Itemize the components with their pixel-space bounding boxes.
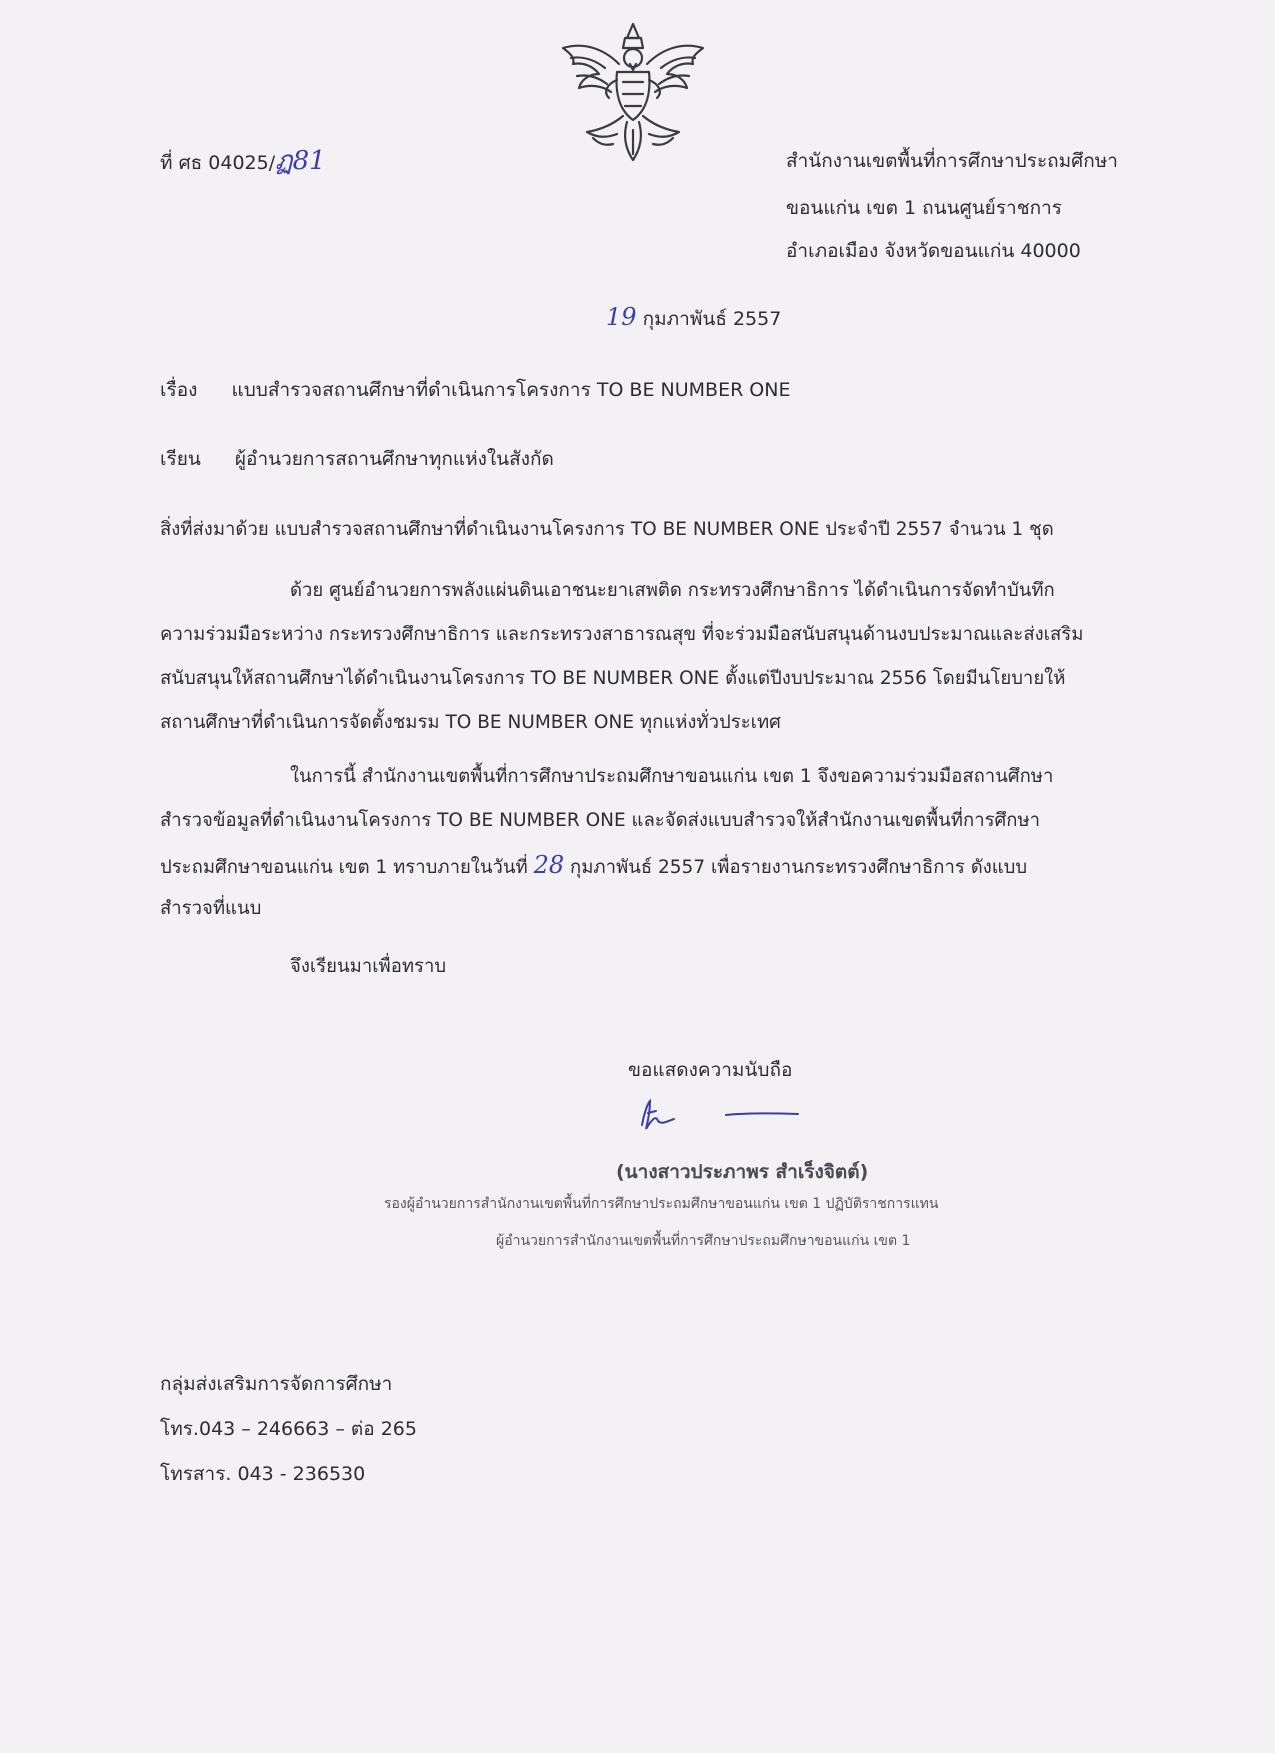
subject-label: เรื่อง — [160, 379, 198, 401]
body-p1-line2: ความร่วมมือระหว่าง กระทรวงศึกษาธิการ และกระทรวงสาธารณสุข ที่จะร่วมมือสนับสนุนด้านงบประมาณและส่งเสริม — [160, 624, 1084, 645]
date-day-handwritten: 19 — [606, 303, 637, 331]
date-month-year: กุมภาพันธ์ 2557 — [642, 308, 782, 330]
enclosure-text: แบบสำรวจสถานศึกษาที่ดำเนินงานโครงการ TO BE NUMBER ONE ประจำปี 2557 จำนวน 1 ชุด — [274, 519, 1054, 540]
body-p2-line3 — [160, 846, 1027, 887]
body-p1-line3: สนับสนุนให้สถานศึกษาได้ดำเนินงานโครงการ TO BE NUMBER ONE ตั้งแต่ปีงบประมาณ 2556 โดยมีนโยบายให้ — [160, 668, 1066, 689]
footer-department: กลุ่มส่งเสริมการจัดการศึกษา — [160, 1373, 393, 1395]
office-address-line2: ขอนแก่น เขต 1 ถนนศูนย์ราชการ — [786, 197, 1062, 219]
body-p1-line4: สถานศึกษาที่ดำเนินการจัดตั้งชมรม TO BE NUMBER ONE ทุกแห่งทั่วประเทศ — [160, 712, 781, 733]
letter-date — [606, 304, 781, 332]
office-address-line3: อำเภอเมือง จังหวัดขอนแก่น 40000 — [786, 240, 1081, 262]
office-address-line1: สำนักงานเขตพื้นที่การศึกษาประถมศึกษา — [786, 150, 1118, 172]
reference-handwritten: ฏ81 — [275, 146, 326, 176]
footer-fax: โทรสาร. 043 - 236530 — [160, 1463, 366, 1485]
handwritten-signature-icon — [628, 1095, 808, 1135]
closing-request: จึงเรียนมาเพื่อทราบ — [290, 956, 447, 977]
subject-text: แบบสำรวจสถานศึกษาที่ดำเนินการโครงการ TO BE NUMBER ONE — [231, 379, 791, 401]
body-p2-line3-end: กุมภาพันธ์ 2557 เพื่อรายงานกระทรวงศึกษาธิการ ดังแบบ — [564, 857, 1028, 878]
signatory-title-line1: รองผู้อำนวยการสำนักงานเขตพื้นที่การศึกษาประถมศึกษาขอนแก่น เขต 1 ปฏิบัติราชการแทน — [384, 1196, 939, 1212]
signatory-name: (นางสาวประภาพร สำเร็งจิตต์) — [616, 1161, 869, 1183]
footer-phone: โทร.043 – 246663 – ต่อ 265 — [160, 1418, 417, 1440]
body-p2-line3-start: ประถมศึกษาขอนแก่น เขต 1 ทราบภายในวันที่ — [160, 857, 534, 878]
body-p2-line2: สำรวจข้อมูลที่ดำเนินงานโครงการ TO BE NUMBER ONE และจัดส่งแบบสำรวจให้สำนักงานเขตพื้นที่การศึกษา — [160, 810, 1041, 831]
enclosure-row — [160, 517, 1054, 543]
signatory-title-line2: ผู้อำนวยการสำนักงานเขตพื้นที่การศึกษาประถมศึกษาขอนแก่น เขต 1 — [496, 1233, 911, 1249]
salutation: ขอแสดงความนับถือ — [628, 1059, 793, 1081]
body-p1-line1: ด้วย ศูนย์อำนวยการพลังแผ่นดินเอาชนะยาเสพติด กระทรวงศึกษาธิการ ได้ดำเนินการจัดทำบันทึก — [290, 580, 1055, 601]
reference-prefix: ที่ ศธ 04025/ — [160, 152, 276, 174]
enclosure-label: สิ่งที่ส่งมาด้วย — [160, 519, 269, 540]
body-p2-line1: ในการนี้ สำนักงานเขตพื้นที่การศึกษาประถมศึกษาขอนแก่น เขต 1 จึงขอความร่วมมือสถานศึกษา — [290, 766, 1054, 787]
garuda-emblem-icon — [553, 18, 713, 168]
recipient-text: ผู้อำนวยการสถานศึกษาทุกแห่งในสังกัด — [234, 448, 554, 470]
reference-number — [160, 148, 326, 176]
deadline-day-handwritten: 28 — [533, 851, 565, 879]
body-p2-line4: สำรวจที่แนบ — [160, 898, 262, 919]
subject-row — [160, 377, 790, 403]
recipient-label: เรียน — [160, 448, 201, 470]
recipient-row — [160, 446, 554, 472]
